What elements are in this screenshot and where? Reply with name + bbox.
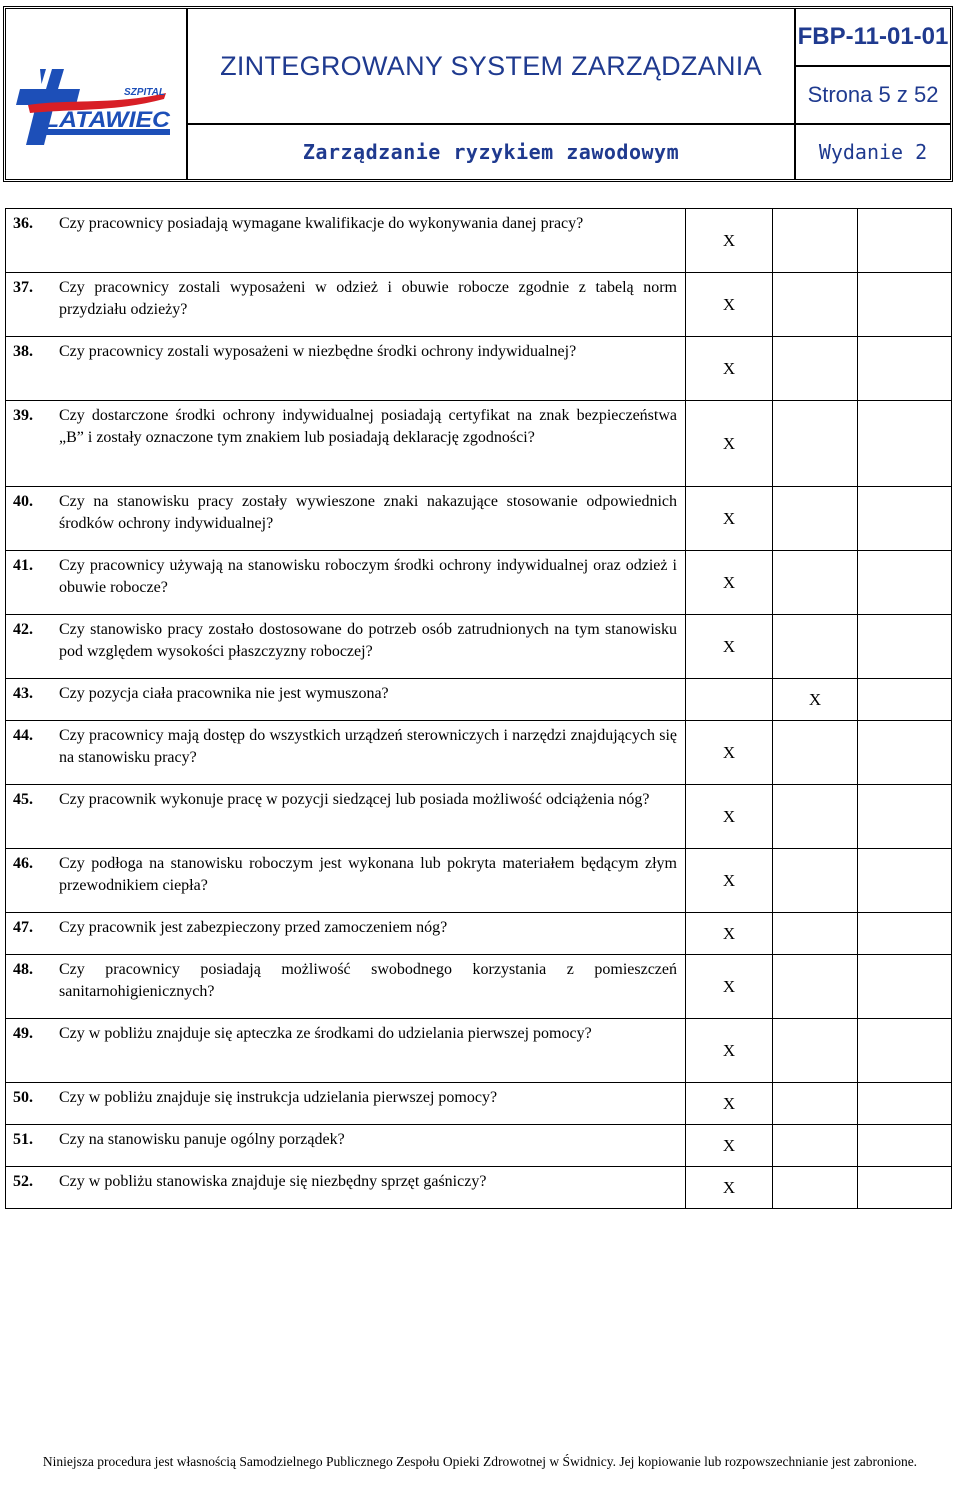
answer-no-cell	[773, 337, 858, 401]
checklist-row	[6, 913, 952, 955]
answer-na-cell	[858, 615, 952, 679]
question-cell	[6, 913, 686, 955]
answer-yes-cell: X	[686, 913, 773, 955]
question-text: Czy pozycja ciała pracownika nie jest wymuszona?	[59, 685, 389, 702]
checklist-row	[6, 209, 952, 273]
answer-yes-cell	[686, 679, 773, 721]
system-title: ZINTEGROWANY SYSTEM ZARZĄDZANIA	[188, 9, 796, 125]
answer-yes-cell: X	[686, 1125, 773, 1167]
answer-na-cell	[858, 487, 952, 551]
question-cell	[6, 1167, 686, 1209]
question-text: Czy dostarczone środki ochrony indywidualnej posiadają certyfikat na znak bezpieczeństwa „B” i zostały oznaczone tym znakiem lub posiadają deklarację zgodności?	[59, 407, 677, 446]
logo-text-main: LATAWIEC	[44, 107, 172, 132]
answer-na-cell	[858, 209, 952, 273]
question-cell	[6, 273, 686, 337]
question-number: 46.	[13, 855, 33, 872]
question-text: Czy pracownicy używają na stanowisku roboczym środki ochrony indywidualnej oraz odzież i obuwie robocze?	[59, 557, 677, 596]
answer-no-cell	[773, 1019, 858, 1083]
question-number: 39.	[13, 407, 33, 424]
answer-yes-cell: X	[686, 487, 773, 551]
answer-yes-cell: X	[686, 785, 773, 849]
checklist-row	[6, 1125, 952, 1167]
answer-na-cell	[858, 1125, 952, 1167]
question-text: Czy pracownik jest zabezpieczony przed zamoczeniem nóg?	[59, 919, 448, 936]
answer-na-cell	[858, 1019, 952, 1083]
answer-na-cell	[858, 679, 952, 721]
question-number: 50.	[13, 1089, 33, 1106]
logo-text-top: SZPITAL	[124, 87, 165, 98]
checklist-row	[6, 849, 952, 913]
answer-no-cell	[773, 785, 858, 849]
question-text: Czy w pobliżu stanowiska znajduje się niezbędny sprzęt gaśniczy?	[59, 1173, 487, 1190]
question-cell	[6, 1083, 686, 1125]
question-text: Czy pracownik wykonuje pracę w pozycji siedzącej lub posiada możliwość odciążenia nóg?	[59, 791, 650, 808]
question-cell	[6, 209, 686, 273]
answer-yes-cell: X	[686, 1167, 773, 1209]
question-number: 43.	[13, 685, 33, 702]
checklist-row	[6, 955, 952, 1019]
answer-yes-cell: X	[686, 849, 773, 913]
checklist-row	[6, 785, 952, 849]
answer-yes-cell: X	[686, 273, 773, 337]
answer-na-cell	[858, 551, 952, 615]
question-cell	[6, 551, 686, 615]
checklist-row	[6, 1019, 952, 1083]
question-cell	[6, 487, 686, 551]
question-number: 49.	[13, 1025, 33, 1042]
document-subject: Zarządzanie ryzykiem zawodowym	[188, 125, 796, 179]
answer-na-cell	[858, 849, 952, 913]
question-text: Czy na stanowisku pracy zostały wywieszone znaki nakazujące stosowanie odpowiednich środków ochrony indywidualnej?	[59, 493, 677, 532]
question-cell	[6, 615, 686, 679]
answer-yes-cell: X	[686, 615, 773, 679]
question-number: 38.	[13, 343, 33, 360]
answer-na-cell	[858, 1167, 952, 1209]
question-number: 36.	[13, 215, 33, 232]
question-cell	[6, 401, 686, 487]
checklist-row	[6, 487, 952, 551]
question-number: 40.	[13, 493, 33, 510]
question-number: 45.	[13, 791, 33, 808]
answer-yes-cell: X	[686, 1083, 773, 1125]
answer-no-cell	[773, 721, 858, 785]
checklist-body	[6, 209, 952, 1209]
question-number: 47.	[13, 919, 33, 936]
question-cell	[6, 721, 686, 785]
question-text: Czy w pobliżu znajduje się instrukcja udzielania pierwszej pomocy?	[59, 1089, 498, 1106]
checklist-row	[6, 401, 952, 487]
answer-na-cell	[858, 1083, 952, 1125]
checklist-row	[6, 551, 952, 615]
checklist-row	[6, 273, 952, 337]
answer-yes-cell: X	[686, 551, 773, 615]
checklist-row	[6, 721, 952, 785]
checklist-row	[6, 337, 952, 401]
question-cell	[6, 337, 686, 401]
question-text: Czy podłoga na stanowisku roboczym jest wykonana lub pokryta materiałem będącym złym przewodnikiem ciepła?	[59, 855, 677, 894]
document-header	[3, 6, 953, 182]
question-number: 41.	[13, 557, 33, 574]
question-text: Czy w pobliżu znajduje się apteczka ze środkami do udzielania pierwszej pomocy?	[59, 1025, 592, 1042]
checklist-table	[5, 208, 952, 1209]
answer-na-cell	[858, 913, 952, 955]
question-cell	[6, 955, 686, 1019]
question-text: Czy na stanowisku panuje ogólny porządek?	[59, 1131, 345, 1148]
checklist-row	[6, 679, 952, 721]
question-text: Czy stanowisko pracy zostało dostosowane do potrzeb osób zatrudnionych na tym stanowisku pod względem wysokości płaszczyzny roboczej?	[59, 621, 677, 660]
answer-yes-cell: X	[686, 209, 773, 273]
question-number: 51.	[13, 1131, 33, 1148]
answer-no-cell: X	[773, 679, 858, 721]
question-number: 48.	[13, 961, 33, 978]
answer-na-cell	[858, 337, 952, 401]
hospital-cross-logo-icon	[6, 9, 184, 177]
question-number: 52.	[13, 1173, 33, 1190]
question-cell	[6, 1019, 686, 1083]
question-cell	[6, 1125, 686, 1167]
footer-notice: Niniejsza procedura jest własnością Samodzielnego Publicznego Zespołu Opieki Zdrowotnej w Świdnicy. Jej kopiowanie lub rozpowszechnianie jest zabronione.	[42, 1454, 918, 1469]
question-cell	[6, 849, 686, 913]
question-cell	[6, 679, 686, 721]
answer-no-cell	[773, 849, 858, 913]
answer-no-cell	[773, 487, 858, 551]
answer-no-cell	[773, 913, 858, 955]
answer-na-cell	[858, 955, 952, 1019]
answer-no-cell	[773, 209, 858, 273]
page-number: Strona 5 z 52	[796, 67, 950, 125]
answer-yes-cell: X	[686, 337, 773, 401]
answer-no-cell	[773, 1083, 858, 1125]
answer-no-cell	[773, 401, 858, 487]
answer-na-cell	[858, 401, 952, 487]
answer-yes-cell: X	[686, 1019, 773, 1083]
question-number: 37.	[13, 279, 33, 296]
question-number: 44.	[13, 727, 33, 744]
document-code: FBP-11-01-01	[796, 9, 950, 67]
answer-no-cell	[773, 551, 858, 615]
document-edition: Wydanie 2	[818, 140, 928, 164]
question-text: Czy pracownicy zostali wyposażeni w odzież i obuwie robocze zgodnie z tabelą norm przydziału odzieży?	[59, 279, 677, 318]
answer-yes-cell: X	[686, 721, 773, 785]
hospital-logo	[6, 9, 188, 179]
answer-no-cell	[773, 273, 858, 337]
answer-yes-cell: X	[686, 401, 773, 487]
question-text: Czy pracownicy posiadają wymagane kwalifikacje do wykonywania danej pracy?	[59, 215, 584, 232]
answer-na-cell	[858, 785, 952, 849]
checklist-row	[6, 615, 952, 679]
question-text: Czy pracownicy mają dostęp do wszystkich urządzeń sterowniczych i narzędzi znajdujących się na stanowisku pracy?	[59, 727, 677, 766]
answer-yes-cell: X	[686, 955, 773, 1019]
question-text: Czy pracownicy zostali wyposażeni w niezbędne środki ochrony indywidualnej?	[59, 343, 577, 360]
question-cell	[6, 785, 686, 849]
checklist-row	[6, 1167, 952, 1209]
answer-na-cell	[858, 721, 952, 785]
question-number: 42.	[13, 621, 33, 638]
answer-no-cell	[773, 1167, 858, 1209]
checklist-row	[6, 1083, 952, 1125]
answer-no-cell	[773, 615, 858, 679]
answer-no-cell	[773, 955, 858, 1019]
question-text: Czy pracownicy posiadają możliwość swobodnego korzystania z pomieszczeń sanitarnohigienicznych?	[59, 961, 677, 1000]
answer-no-cell	[773, 1125, 858, 1167]
answer-na-cell	[858, 273, 952, 337]
